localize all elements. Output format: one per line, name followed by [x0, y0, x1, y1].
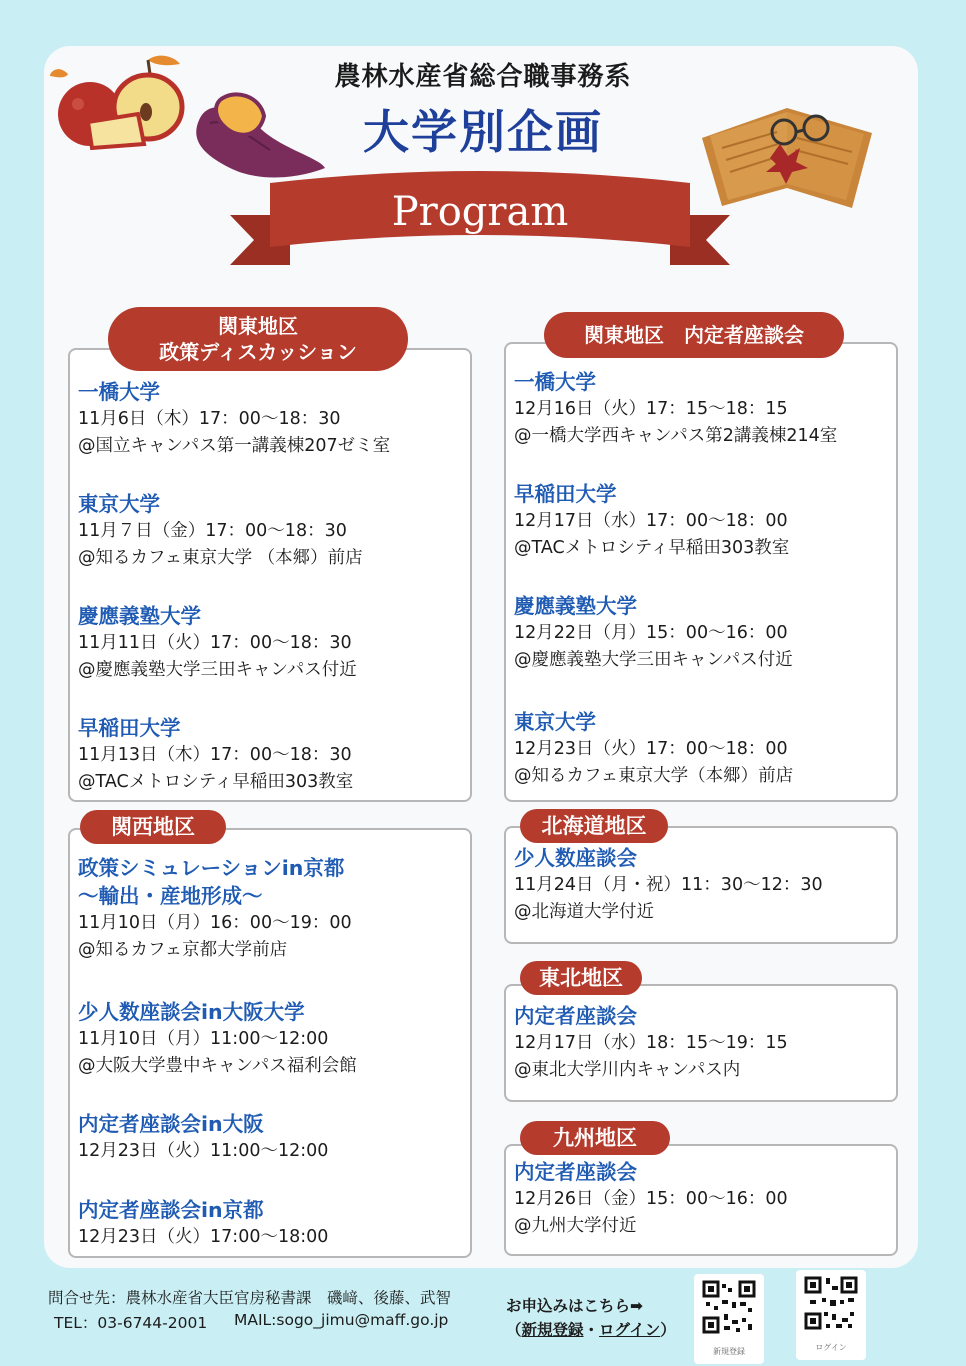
qr-code-icon	[694, 1274, 764, 1344]
event-date: 12月17日（水）17：00〜18：00	[514, 511, 788, 531]
hokkaido-entry	[514, 844, 823, 926]
event-date: 12月26日（金）15：00〜16：00	[514, 1189, 788, 1209]
kanto-policy-entry-1	[78, 378, 390, 460]
event-place: @東北大学川内キャンパス内	[514, 1060, 741, 1080]
event-name: 少人数座談会	[514, 846, 637, 870]
event-name: 少人数座談会in大阪大学	[78, 1000, 305, 1024]
university-name: 早稲田大学	[78, 716, 181, 740]
kanto-naitei-entry-2	[514, 480, 789, 562]
kanto-naitei-entry-1	[514, 368, 837, 450]
kanto-naitei-tag: 関東地区 内定者座談会	[544, 312, 844, 358]
paren-close: ）	[660, 1321, 676, 1339]
hokkaido-tag: 北海道地区	[520, 809, 668, 843]
event-place: @知るカフェ東京大学（本郷）前店	[514, 766, 794, 786]
kansai-panel	[68, 828, 472, 1258]
event-place: @九州大学付近	[514, 1216, 637, 1236]
contact-mail: MAIL:sogo_jimu@maff.go.jp	[234, 1311, 449, 1329]
event-name: 内定者座談会in大阪	[78, 1112, 264, 1136]
event-place: @知るカフェ京都大学前店	[78, 940, 288, 960]
event-name: 内定者座談会in京都	[78, 1198, 264, 1222]
event-place: @慶應義塾大学三田キャンパス付近	[78, 660, 357, 680]
kansai-entry-1	[78, 854, 352, 964]
event-date: 11月10日（月）11:00〜12:00	[78, 1029, 329, 1049]
banner-text: Program	[391, 189, 569, 235]
kyushu-entry	[514, 1158, 788, 1240]
contact-info: 問合せ先：農林水産省大臣官房秘書課 磯﨑、後藤、武智	[48, 1289, 452, 1307]
hokkaido-panel	[504, 826, 898, 944]
qr-caption: ログイン	[815, 1343, 847, 1352]
event-date: 12月23日（火）17：00〜18：00	[514, 739, 788, 759]
kanto-policy-entry-3	[78, 602, 357, 684]
event-place: @TACメトロシティ早稲田303教室	[78, 772, 354, 792]
kanto-policy-panel	[68, 348, 472, 802]
login-link[interactable]: ログイン	[599, 1321, 661, 1339]
kanto-naitei-entry-4	[514, 708, 793, 790]
kansai-entry-4	[78, 1196, 328, 1251]
event-date: 12月23日（火）11:00〜12:00	[78, 1141, 329, 1161]
university-name: 東京大学	[78, 492, 160, 516]
event-date: 11月７日（金）17：00〜18：30	[78, 521, 347, 541]
kanto-policy-entry-4	[78, 714, 353, 796]
event-date: 12月17日（水）18：15〜19：15	[514, 1033, 788, 1053]
kanto-policy-tag	[108, 307, 408, 371]
university-name: 慶應義塾大学	[514, 594, 637, 618]
university-name: 一橋大学	[514, 370, 596, 394]
contact-tel: TEL：03-6744-2001	[54, 1314, 208, 1332]
tohoku-panel	[504, 984, 898, 1102]
event-date: 11月24日（月・祝）11：30〜12：30	[514, 875, 823, 895]
tohoku-tag: 東北地区	[520, 961, 642, 995]
event-place: @国立キャンパス第一講義棟207ゼミ室	[78, 436, 391, 456]
event-date: 11月13日（木）17：00〜18：30	[78, 745, 352, 765]
login-qr-code[interactable]	[796, 1270, 866, 1360]
apply-links	[506, 1318, 676, 1340]
event-subtitle: 〜輸出・産地形成〜	[78, 884, 263, 908]
tag-region: 関東地区	[218, 314, 298, 338]
kanto-naitei-entry-3	[514, 592, 793, 674]
university-name: 早稲田大学	[514, 482, 617, 506]
kanto-naitei-panel	[504, 342, 898, 802]
event-place: @TACメトロシティ早稲田303教室	[514, 538, 790, 558]
page-title: 大学別企画	[363, 105, 603, 159]
event-place: @知るカフェ東京大学 （本郷）前店	[78, 548, 363, 568]
event-date: 11月6日（木）17：00〜18：30	[78, 409, 341, 429]
event-place: @一橋大学西キャンパス第2講義棟214室	[514, 426, 838, 446]
program-banner	[230, 165, 730, 275]
tohoku-entry	[514, 1002, 788, 1084]
event-name: 内定者座談会	[514, 1004, 637, 1028]
qr-caption: 新規登録	[713, 1347, 745, 1356]
separator: ・	[583, 1321, 600, 1339]
event-date: 12月22日（月）15：00〜16：00	[514, 623, 788, 643]
department-subtitle: 農林水産省総合職事務系	[334, 62, 632, 92]
register-qr-code[interactable]	[694, 1274, 764, 1364]
event-place: @大阪大学豊中キャンパス福利会館	[78, 1056, 357, 1076]
university-name: 一橋大学	[78, 380, 160, 404]
event-name: 政策シミュレーションin京都	[78, 856, 345, 880]
event-place: @慶應義塾大学三田キャンパス付近	[514, 650, 793, 670]
apply-text: お申込みはこちら➡	[506, 1297, 643, 1315]
event-date: 11月11日（火）17：00〜18：30	[78, 633, 352, 653]
tag-program: 政策ディスカッション	[159, 340, 357, 364]
kansai-entry-3	[78, 1110, 328, 1165]
paren-open: （	[506, 1321, 522, 1339]
kansai-tag: 関西地区	[80, 810, 226, 844]
event-date: 11月10日（月）16：00〜19：00	[78, 913, 352, 933]
university-name: 東京大学	[514, 710, 596, 734]
university-name: 慶應義塾大学	[78, 604, 201, 628]
register-link[interactable]: 新規登録	[521, 1321, 584, 1339]
kanto-policy-entry-2	[78, 490, 363, 572]
event-date: 12月23日（火）17:00〜18:00	[78, 1227, 329, 1247]
kyushu-panel	[504, 1144, 898, 1256]
kyushu-tag: 九州地区	[520, 1121, 670, 1155]
event-name: 内定者座談会	[514, 1160, 637, 1184]
kansai-entry-2	[78, 998, 357, 1080]
event-date: 12月16日（火）17：15〜18：15	[514, 399, 788, 419]
qr-code-icon	[796, 1270, 866, 1340]
event-place: @北海道大学付近	[514, 902, 654, 922]
